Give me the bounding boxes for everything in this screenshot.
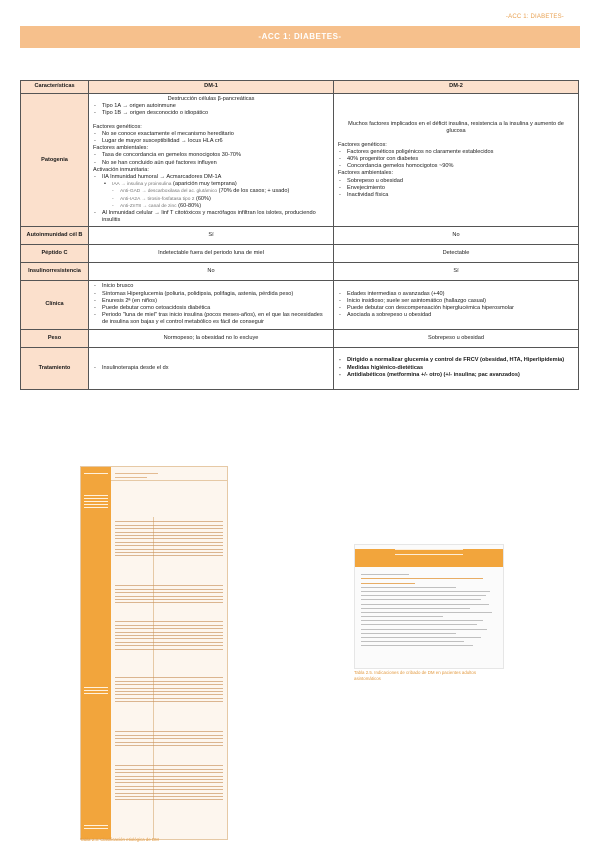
right-figure-caption: Tabla 2.5. Indicaciones de cribado de DM en pacientes adultos asintomáticos bbox=[354, 670, 477, 681]
list-item: - No se conoce exactamente el mecanismo hereditario bbox=[93, 131, 329, 138]
list-item: - No se han concluido aún qué factores influyen bbox=[93, 160, 329, 167]
list-item: - Enuresis 2ª (en niños) bbox=[93, 298, 329, 305]
patogenia-dm2-title: Muchos factores implicados en el déficit insulina, resistencia a la insulina y aumento de glucosa bbox=[348, 121, 564, 135]
thumb-side-text bbox=[84, 471, 108, 476]
tipos-list bbox=[93, 103, 329, 117]
list-item: - Lugar de mayor susceptibilidad → locus HLA cr6 bbox=[93, 138, 329, 145]
row-label: Péptido C bbox=[21, 245, 89, 263]
marcador-detail: (aparición muy temprana) bbox=[173, 181, 237, 188]
factores-ambientales-heading: Factores ambientales: bbox=[338, 170, 394, 177]
thumb-side-text bbox=[84, 685, 108, 696]
tratamiento-dm1-list bbox=[93, 365, 329, 372]
col-header-caracteristicas: Características bbox=[21, 81, 89, 94]
thumb-text-block bbox=[115, 729, 223, 748]
list-item: - Dirigido a normalizar glucemia y control de FRCV (obesidad, HTA, Hiperlipidemia) bbox=[338, 357, 574, 364]
tratamiento-dm2 bbox=[334, 347, 579, 389]
clinica-dm1-list bbox=[93, 283, 329, 326]
list-item: - Inactividad física bbox=[338, 192, 574, 199]
list-item: - Tasa de concordancia en gemelos monocigotos 30-70% bbox=[93, 152, 329, 159]
page-header: -ACC 1: DIABETES- bbox=[505, 14, 564, 20]
thumb-text-block bbox=[115, 763, 223, 803]
list-item: - Edades intermedias o avanzadas (+40) bbox=[338, 291, 574, 298]
celular-list bbox=[93, 210, 329, 224]
row-tratamiento bbox=[21, 347, 579, 389]
tratamiento-dm2-list bbox=[338, 357, 574, 379]
marcador-name: Anti-GAD → descarboxilasa del ac. glutámico bbox=[120, 189, 218, 195]
row-peptido-c bbox=[21, 245, 579, 263]
thumb-text-block bbox=[115, 619, 223, 652]
patogenia-dm1-title: Destrucción células β-pancreáticas bbox=[167, 96, 255, 102]
list-item: - Periodo "luna de miel" tras inicio insulina (pocos meses-años), en el que las necesidades de insulina son bajas y el control metabólico es fácil de conseguir bbox=[93, 312, 329, 326]
thumb-side-text bbox=[84, 493, 108, 510]
thumb-side-bar bbox=[81, 467, 111, 839]
marcador-item bbox=[111, 196, 329, 203]
thumb-header-bar bbox=[355, 549, 503, 567]
factores-geneticos-list bbox=[93, 131, 329, 145]
screening-criteria-image bbox=[354, 544, 504, 669]
dm-comparison-table bbox=[20, 80, 579, 390]
marcador-item bbox=[111, 188, 329, 195]
activacion-list bbox=[93, 174, 329, 181]
section-banner: -ACC 1: DIABETES- bbox=[20, 26, 580, 48]
list-item: - Síntomas Hiperglucemia (poliuria, polidipsia, polifagia, astenia, pérdida peso) bbox=[93, 291, 329, 298]
list-item: - Factores genéticos poligénicos no claramente establecidos bbox=[338, 149, 574, 156]
clinica-dm2-list bbox=[338, 291, 574, 320]
marcador-name: IAA → insulina y proinsulina bbox=[112, 182, 172, 188]
list-item: - Sobrepeso u obesidad bbox=[338, 178, 574, 185]
row-label: Autoinmunidad cél B bbox=[21, 227, 89, 245]
tratamiento-dm1 bbox=[89, 347, 334, 389]
list-item: - IIA Inmunidad humoral → Acmarcadores DM-1A bbox=[93, 174, 329, 181]
factores-ambientales-heading: Factores ambientales: bbox=[93, 145, 149, 152]
row-label: Insulinorresistencia bbox=[21, 263, 89, 281]
col-header-dm1: DM-1 bbox=[89, 81, 334, 94]
factores-ambientales-list bbox=[338, 178, 574, 200]
marcador-detail: (60-80%) bbox=[178, 202, 202, 209]
row-label: Clínica bbox=[21, 281, 89, 329]
thumb-text-block bbox=[115, 583, 223, 606]
row-patogenia bbox=[21, 94, 579, 227]
table-header-row bbox=[21, 81, 579, 94]
row-label: Peso bbox=[21, 329, 89, 347]
insulinorresistencia-dm1: No bbox=[89, 263, 334, 281]
marcador-item bbox=[111, 203, 329, 210]
marcador-name: Anti-IA2A → tirosin-fosfatasa tipo 2 bbox=[120, 196, 195, 202]
marcador-item bbox=[103, 181, 329, 188]
marcadores-sublist bbox=[111, 188, 329, 210]
col-header-dm2: DM-2 bbox=[334, 81, 579, 94]
list-item: - Medidas higiénico-dietéticas bbox=[338, 365, 574, 372]
list-item: - Tipo 1B → origen desconocido o idiopático bbox=[93, 110, 329, 117]
insulinorresistencia-dm2: Sí bbox=[334, 263, 579, 281]
factores-geneticos-heading: Factores genéticos: bbox=[338, 141, 387, 148]
autoinmunidad-dm1: Sí bbox=[89, 227, 334, 245]
row-autoinmunidad bbox=[21, 227, 579, 245]
activacion-heading: Activación inmunitaria: bbox=[93, 166, 149, 173]
list-item: - Puede debutar con descompensación hiperglucémica hiperosmolar bbox=[338, 305, 574, 312]
peptido-dm1: Indetectable fuera del periodo luna de miel bbox=[89, 245, 334, 263]
peso-dm1: Normopeso; la obesidad no lo excluye bbox=[89, 329, 334, 347]
patogenia-dm2-cell bbox=[334, 94, 579, 227]
list-item: - Inicio insidioso; suele ser asintomático (hallazgo casual) bbox=[338, 298, 574, 305]
list-item: - Concordancia gemelos homocigotos ~90% bbox=[338, 163, 574, 170]
marcador-name: Anti-ZnT8 → canal de zinc bbox=[120, 203, 177, 209]
list-item: - Puede debutar como cetoacidosis diabética bbox=[93, 305, 329, 312]
row-peso bbox=[21, 329, 579, 347]
list-item: - Envejecimiento bbox=[338, 185, 574, 192]
autoinmunidad-dm2: No bbox=[334, 227, 579, 245]
peso-dm2: Sobrepeso u obesidad bbox=[334, 329, 579, 347]
list-item: - Al Inmunidad celular → linf T citotóxicos y macrófagos infiltran los islotes, produciendo insulitis bbox=[93, 210, 329, 224]
row-insulinorresistencia bbox=[21, 263, 579, 281]
marcador-detail: (70% de los casos; + usado) bbox=[218, 188, 290, 195]
thumb-top-text bbox=[115, 471, 223, 480]
row-clinica bbox=[21, 281, 579, 329]
classification-table-image bbox=[80, 466, 228, 840]
thumb-side-text bbox=[84, 823, 108, 831]
peptido-dm2: Detectable bbox=[334, 245, 579, 263]
list-item: - 40% progenitor con diabetes bbox=[338, 156, 574, 163]
list-item: - Antidiabéticos (metformina +/- otro) (+/- insulina; pac avanzados) bbox=[338, 372, 574, 379]
thumb-text-lines bbox=[355, 567, 503, 654]
patogenia-dm1-cell bbox=[89, 94, 334, 227]
marcadores-list bbox=[103, 181, 329, 188]
row-label: Patogenia bbox=[21, 94, 89, 227]
row-label: Tratamiento bbox=[21, 347, 89, 389]
factores-ambientales-list bbox=[93, 152, 329, 166]
factores-geneticos-heading: Factores genéticos: bbox=[93, 123, 142, 130]
clinica-dm2 bbox=[334, 281, 579, 329]
list-item: - Tipo 1A → origen autoinmune bbox=[93, 103, 329, 110]
marcador-detail: (60%) bbox=[195, 195, 211, 202]
thumb-text-block bbox=[115, 519, 223, 559]
list-item: - Inicio brusco bbox=[93, 283, 329, 290]
left-figure-caption: Tabla 2.3. Clasificación etiológica de DM bbox=[80, 837, 159, 842]
thumb-text-block bbox=[115, 675, 223, 705]
factores-geneticos-list bbox=[338, 149, 574, 171]
clinica-dm1 bbox=[89, 281, 334, 329]
list-item: - Asociada a sobrepeso u obesidad bbox=[338, 312, 574, 319]
list-item: - Insulinoterapia desde el dx bbox=[93, 365, 329, 372]
